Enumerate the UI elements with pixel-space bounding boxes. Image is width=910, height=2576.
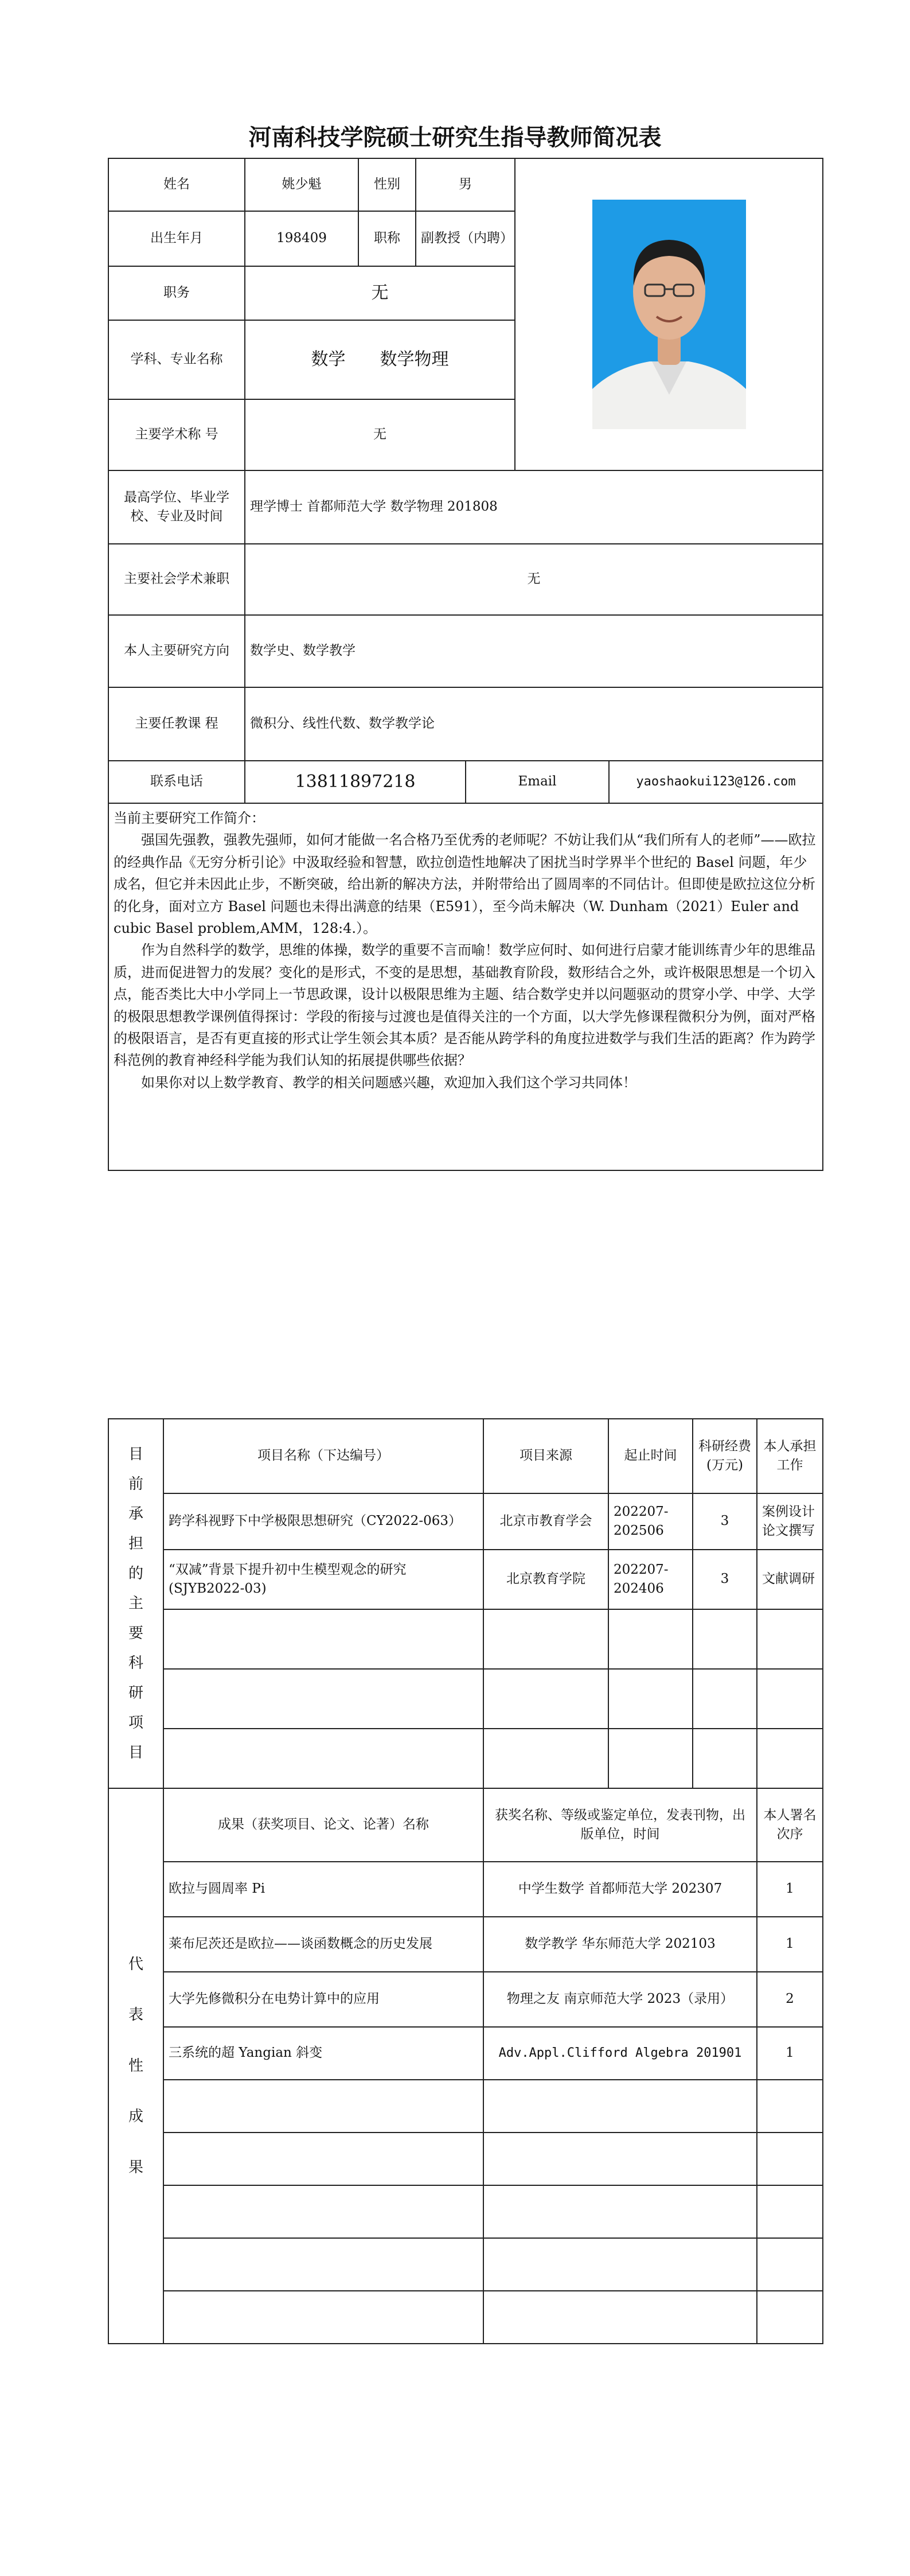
birth-label: 出生年月 bbox=[108, 211, 245, 266]
degree-value: 理学博士 首都师范大学 数学物理 201808 bbox=[245, 470, 823, 544]
project-period-header: 起止时间 bbox=[608, 1419, 693, 1493]
discipline-value: 数学 数学物理 bbox=[245, 320, 515, 399]
phone-value: 13811897218 bbox=[245, 761, 466, 803]
achievement-venue: 数学教学 华东师范大学 202103 bbox=[483, 1917, 757, 1972]
table-row bbox=[108, 2185, 823, 2238]
academic-title-label: 主要学术称 号 bbox=[108, 399, 245, 470]
project-name: “双减”背景下提升初中生模型观念的研究(SJYB2022-03) bbox=[163, 1550, 483, 1609]
intro-heading: 当前主要研究工作简介： bbox=[114, 810, 265, 826]
achievement-name-header: 成果（获奖项目、论文、论著）名称 bbox=[163, 1788, 483, 1862]
intro-paragraph: 作为自然科学的数学，思维的体操，数学的重要不言而喻！数学应何时、如何进行启蒙才能训练青少年的思维品质，进而促进智力的发展？变化的是形式，不变的是思想，基础教育阶段，数形结合之外，或许极限思想是一个切入点，能否类比大中小学同上一节思政课，设计以极限思维为主题、结合数学史并以问题驱动的贯穿小学、中学、大学的极限思想教学课例值得探讨：学段的衔接与过渡也是值得关注的一个方面，以大学先修课程微积分为例，面对严格的极限语言，是否有更直接的形式让学生领会其本质？是否能从跨学科的角度拉进数学与我们生活的距离？作为跨学科范例的教育神经科学能为我们认知的拓展提供哪些依据？ bbox=[114, 942, 815, 1069]
achievement-venue: 物理之友 南京师范大学 2023（录用） bbox=[483, 1972, 757, 2027]
table-row bbox=[108, 2080, 823, 2133]
table-row bbox=[108, 1862, 823, 1917]
name-value: 姚少魁 bbox=[245, 158, 358, 211]
gender-value: 男 bbox=[416, 158, 515, 211]
table-row bbox=[108, 1493, 823, 1550]
achievement-venue: 中学生数学 首都师范大学 202307 bbox=[483, 1862, 757, 1917]
courses-value: 微积分、线性代数、数学教学论 bbox=[245, 687, 823, 761]
achievement-order: 1 bbox=[757, 1917, 823, 1972]
achievements-side-label: 代 表 性 成 果 bbox=[108, 1788, 163, 2344]
research-value: 数学史、数学教学 bbox=[245, 615, 823, 687]
page-title: 河南科技学院硕士研究生指导教师简况表 bbox=[248, 124, 662, 151]
email-value: yaoshaokui123@126.com bbox=[609, 761, 823, 803]
table-row bbox=[108, 2133, 823, 2185]
profile-table bbox=[108, 158, 823, 1171]
name-label: 姓名 bbox=[108, 158, 245, 211]
project-name-header: 项目名称（下达编号） bbox=[163, 1419, 483, 1493]
photo-cell bbox=[515, 158, 823, 470]
achievement-name: 欧拉与圆周率 Pi bbox=[163, 1862, 483, 1917]
email-label: Email bbox=[466, 761, 609, 803]
rank-label: 职称 bbox=[358, 211, 416, 266]
table-row bbox=[108, 1972, 823, 2027]
achievement-order-header: 本人署名次序 bbox=[757, 1788, 823, 1862]
society-label: 主要社会学术兼职 bbox=[108, 544, 245, 615]
rank-value: 副教授（内聘） bbox=[416, 211, 515, 266]
project-source-header: 项目来源 bbox=[483, 1419, 608, 1493]
intro-paragraph: 强国先强教，强教先强师，如何才能做一名合格乃至优秀的老师呢？不妨让我们从“我们所有人的老师”——欧拉的经典作品《无穷分析引论》中汲取经验和智慧，欧拉创造性地解决了困扰当时学界半个世纪的 Basel 问题，年少成名，但它并未因此止步，不断突破，给出新的解决方法，并附带给出了圆周率的不同估计。但即使是欧拉这位分析的化身，面对立方 Basel 问题也未得出满意的结果（E591），至今尚未解决（W. Dunham（2021）Euler and cubic Basel problem,AMM，128:4.）。 bbox=[114, 832, 816, 936]
achievement-name: 莱布尼茨还是欧拉——谈函数概念的历史发展 bbox=[163, 1917, 483, 1972]
table-row bbox=[108, 1917, 823, 1972]
post-value: 无 bbox=[245, 266, 515, 320]
society-value: 无 bbox=[245, 544, 823, 615]
table-row bbox=[108, 1550, 823, 1609]
portrait-photo bbox=[592, 200, 746, 429]
project-name: 跨学科视野下中学极限思想研究（CY2022-063） bbox=[163, 1493, 483, 1550]
table-row bbox=[108, 2027, 823, 2080]
table-row bbox=[108, 2291, 823, 2344]
project-role: 文献调研 bbox=[757, 1550, 823, 1609]
project-role-header: 本人承担工作 bbox=[757, 1419, 823, 1493]
achievement-venue: Adv.Appl.Clifford Algebra 201901 bbox=[483, 2027, 757, 2080]
phone-label: 联系电话 bbox=[108, 761, 245, 803]
achievement-name: 三系统的超 Yangian 斜变 bbox=[163, 2027, 483, 2080]
intro-paragraph: 如果你对以上数学教育、教学的相关问题感兴趣，欢迎加入我们这个学习共同体！ bbox=[141, 1074, 636, 1091]
project-source: 北京市教育学会 bbox=[483, 1493, 608, 1550]
project-role: 案例设计论文撰写 bbox=[757, 1493, 823, 1550]
project-period: 202207-202406 bbox=[608, 1550, 693, 1609]
project-period: 202207-202506 bbox=[608, 1493, 693, 1550]
table-row bbox=[108, 2238, 823, 2291]
degree-label: 最高学位、毕业学校、专业及时间 bbox=[108, 470, 245, 544]
project-funding-header: 科研经费(万元) bbox=[693, 1419, 757, 1493]
project-funding: 3 bbox=[693, 1550, 757, 1609]
discipline-label: 学科、专业名称 bbox=[108, 320, 245, 399]
achievement-order: 1 bbox=[757, 2027, 823, 2080]
gender-label: 性别 bbox=[358, 158, 416, 211]
academic-title-value: 无 bbox=[245, 399, 515, 470]
achievement-order: 1 bbox=[757, 1862, 823, 1917]
achievement-venue-header: 获奖名称、等级或鉴定单位，发表刊物，出版单位，时间 bbox=[483, 1788, 757, 1862]
courses-label: 主要任教课 程 bbox=[108, 687, 245, 761]
table-row bbox=[108, 1669, 823, 1729]
achievement-name: 大学先修微积分在电势计算中的应用 bbox=[163, 1972, 483, 2027]
projects-side-label: 目 前 承 担 的 主 要 科 研 项 目 bbox=[108, 1419, 163, 1788]
project-source: 北京教育学院 bbox=[483, 1550, 608, 1609]
table-row bbox=[108, 1729, 823, 1788]
project-funding: 3 bbox=[693, 1493, 757, 1550]
projects-achievements-table bbox=[108, 1418, 823, 2344]
table-row bbox=[108, 1609, 823, 1669]
achievement-order: 2 bbox=[757, 1972, 823, 2027]
post-label: 职务 bbox=[108, 266, 245, 320]
birth-value: 198409 bbox=[245, 211, 358, 266]
research-intro bbox=[108, 803, 823, 1170]
research-label: 本人主要研究方向 bbox=[108, 615, 245, 687]
